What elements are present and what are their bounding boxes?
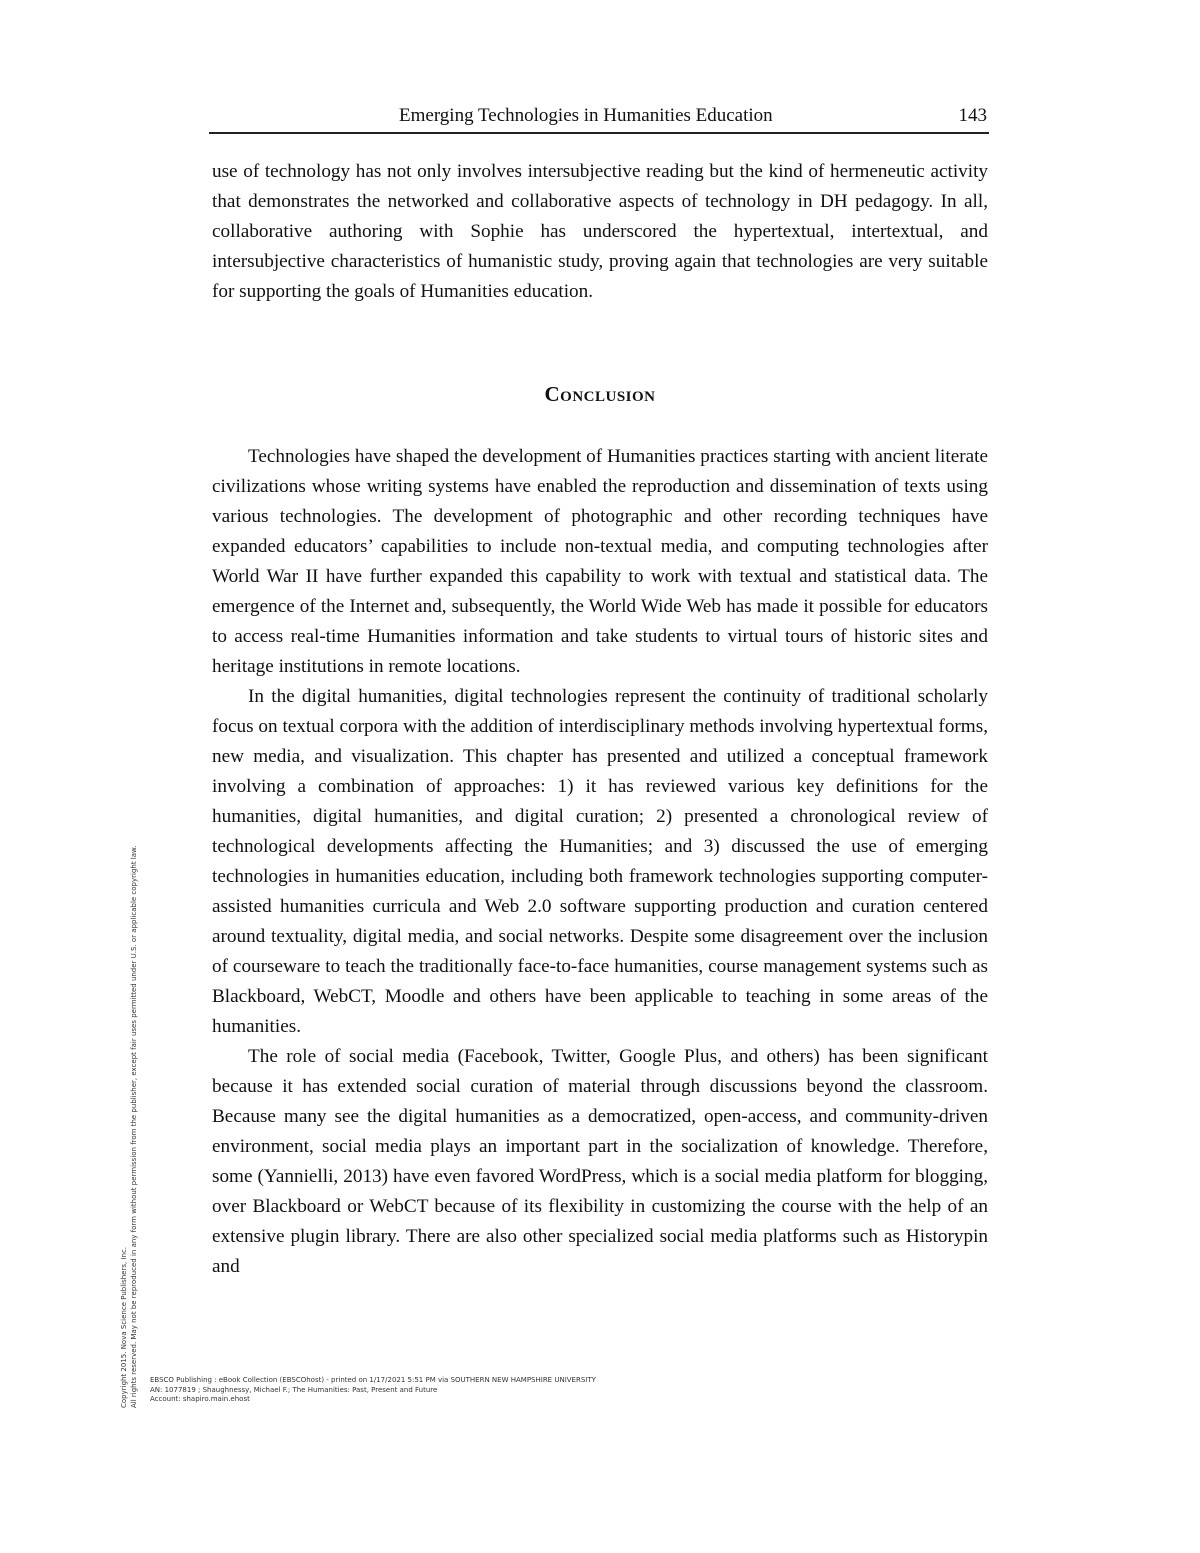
section-heading: Conclusion (544, 382, 656, 406)
continuation-paragraph: use of technology has not only involves intersubjective reading but the kind of hermeneutic activity that demonstrates the networked and collaborative aspects of technology in DH pedagogy. In all, collaborative authoring with Sophie has underscored the hypertextual, intertextual, and intersubjective characteristics of humanistic study, proving again that technologies are very suitable for supporting the goals of Humanities education. (212, 161, 988, 302)
footer-line-citation: AN: 1077819 ; Shaughnessy, Michael F.; The Humanities: Past, Present and Future (150, 1385, 438, 1394)
paragraph: Technologies have shaped the development of Humanities practices starting with ancient literate civilizations whose writing systems have enabled the reproduction and dissemination of texts using various technologies. The development of photographic and other recording techniques have expanded educators’ capabilities to include non-textual media, and computing technologies after World War II have further expanded this capability to work with textual and statistical data. The emergence of the Internet and, subsequently, the World Wide Web has made it possible for educators to access real-time Humanities information and take students to virtual tours of historic sites and heritage institutions in remote locations. (212, 446, 988, 677)
footer-line-print: EBSCO Publishing : eBook Collection (EBSCOhost) - printed on 1/17/2021 5:51 PM via SOUTHERN NEW HAMPSHIRE UNIVERSITY (150, 1376, 596, 1384)
body-text (212, 157, 988, 1282)
ebsco-footer (150, 1376, 596, 1405)
running-title: Emerging Technologies in Humanities Education (399, 105, 773, 126)
page-header (209, 102, 989, 134)
copyright-notice (120, 468, 139, 1408)
page-number: 143 (958, 105, 987, 126)
copyright-line: Copyright 2015. Nova Science Publishers, Inc. (120, 1246, 128, 1408)
paragraph: The role of social media (Facebook, Twitter, Google Plus, and others) has been significant because it has extended social curation of material through discussions beyond the classroom. Because many see the digital humanities as a democratized, open-access, and community-driven environment, social media plays an important part in the socialization of knowledge. Therefore, some (Yannielli, 2013) have even favored WordPress, which is a social media platform for blogging, over Blackboard or WebCT because of its flexibility in customizing the course with the help of an extensive plugin library. There are also other specialized social media platforms such as Historypin and (212, 1046, 988, 1277)
footer-line-account: Account: shapiro.main.ehost (150, 1395, 250, 1403)
paragraph: In the digital humanities, digital technologies represent the continuity of traditional scholarly focus on textual corpora with the addition of interdisciplinary methods involving hypertextual forms, new media, and visualization. This chapter has presented and utilized a conceptual framework involving a combination of approaches: 1) it has reviewed various key definitions for the humanities, digital humanities, and digital curation; 2) presented a chronological review of technological developments affecting the Humanities; and 3) discussed the use of emerging technologies in humanities education, including both framework technologies supporting computer-assisted humanities curricula and Web 2.0 software supporting production and curation centered around textuality, digital media, and social networks. Despite some disagreement over the inclusion of courseware to teach the traditionally face-to-face humanities, course management systems such as Blackboard, WebCT, Moodle and others have been applicable to teaching in some areas of the humanities. (212, 686, 988, 1037)
rights-line: All rights reserved. May not be reproduced in any form without permission from the publisher, except fair uses permitted under U.S. or applicable copyright law. (129, 845, 138, 1408)
